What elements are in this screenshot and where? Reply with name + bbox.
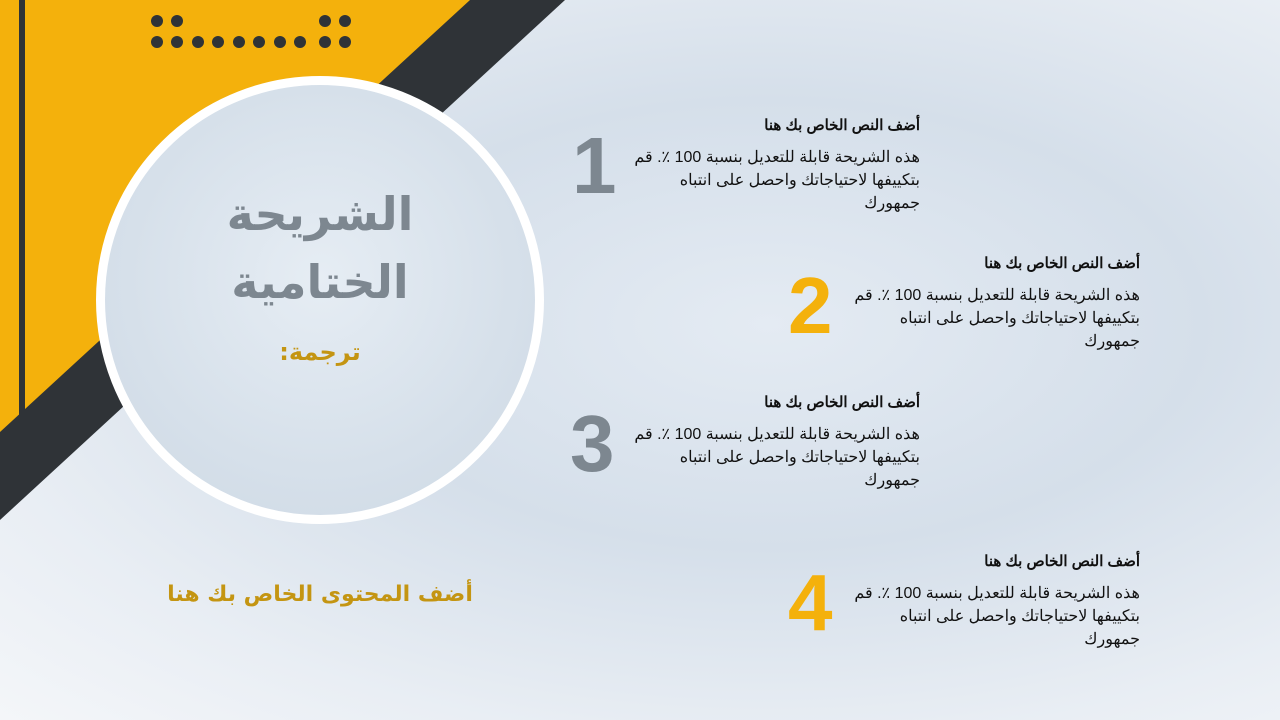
item-body: هذه الشريحة قابلة للتعديل بنسبة 100 ٪. قم بتكييفها لاحتياجاتك واحصل على انتباه جمهورك — [854, 585, 1140, 648]
list-item — [620, 393, 920, 492]
item-heading: أضف النص الخاص بك هنا — [984, 255, 1140, 272]
item-number: 4 — [788, 558, 833, 647]
list-item — [620, 116, 920, 215]
item-heading: أضف النص الخاص بك هنا — [764, 117, 920, 134]
item-heading: أضف النص الخاص بك هنا — [984, 553, 1140, 570]
vertical-line — [19, 0, 25, 415]
item-number: 1 — [572, 121, 617, 210]
subtitle: ترجمة: — [279, 338, 361, 366]
item-number: 2 — [788, 261, 833, 350]
slide-title: الشريحة الختامية — [226, 187, 414, 309]
content-text: أضف المحتوى الخاص بك هنا — [167, 582, 473, 607]
item-heading: أضف النص الخاص بك هنا — [764, 394, 920, 411]
item-body: هذه الشريحة قابلة للتعديل بنسبة 100 ٪. قم بتكييفها لاحتياجاتك واحصل على انتباه جمهورك — [634, 149, 920, 212]
item-number: 3 — [570, 399, 615, 488]
item-body: هذه الشريحة قابلة للتعديل بنسبة 100 ٪. قم بتكييفها لاحتياجاتك واحصل على انتباه جمهورك — [854, 287, 1140, 350]
item-body: هذه الشريحة قابلة للتعديل بنسبة 100 ٪. قم بتكييفها لاحتياجاتك واحصل على انتباه جمهورك — [634, 426, 920, 489]
list-item — [840, 254, 1140, 353]
list-item — [840, 552, 1140, 651]
